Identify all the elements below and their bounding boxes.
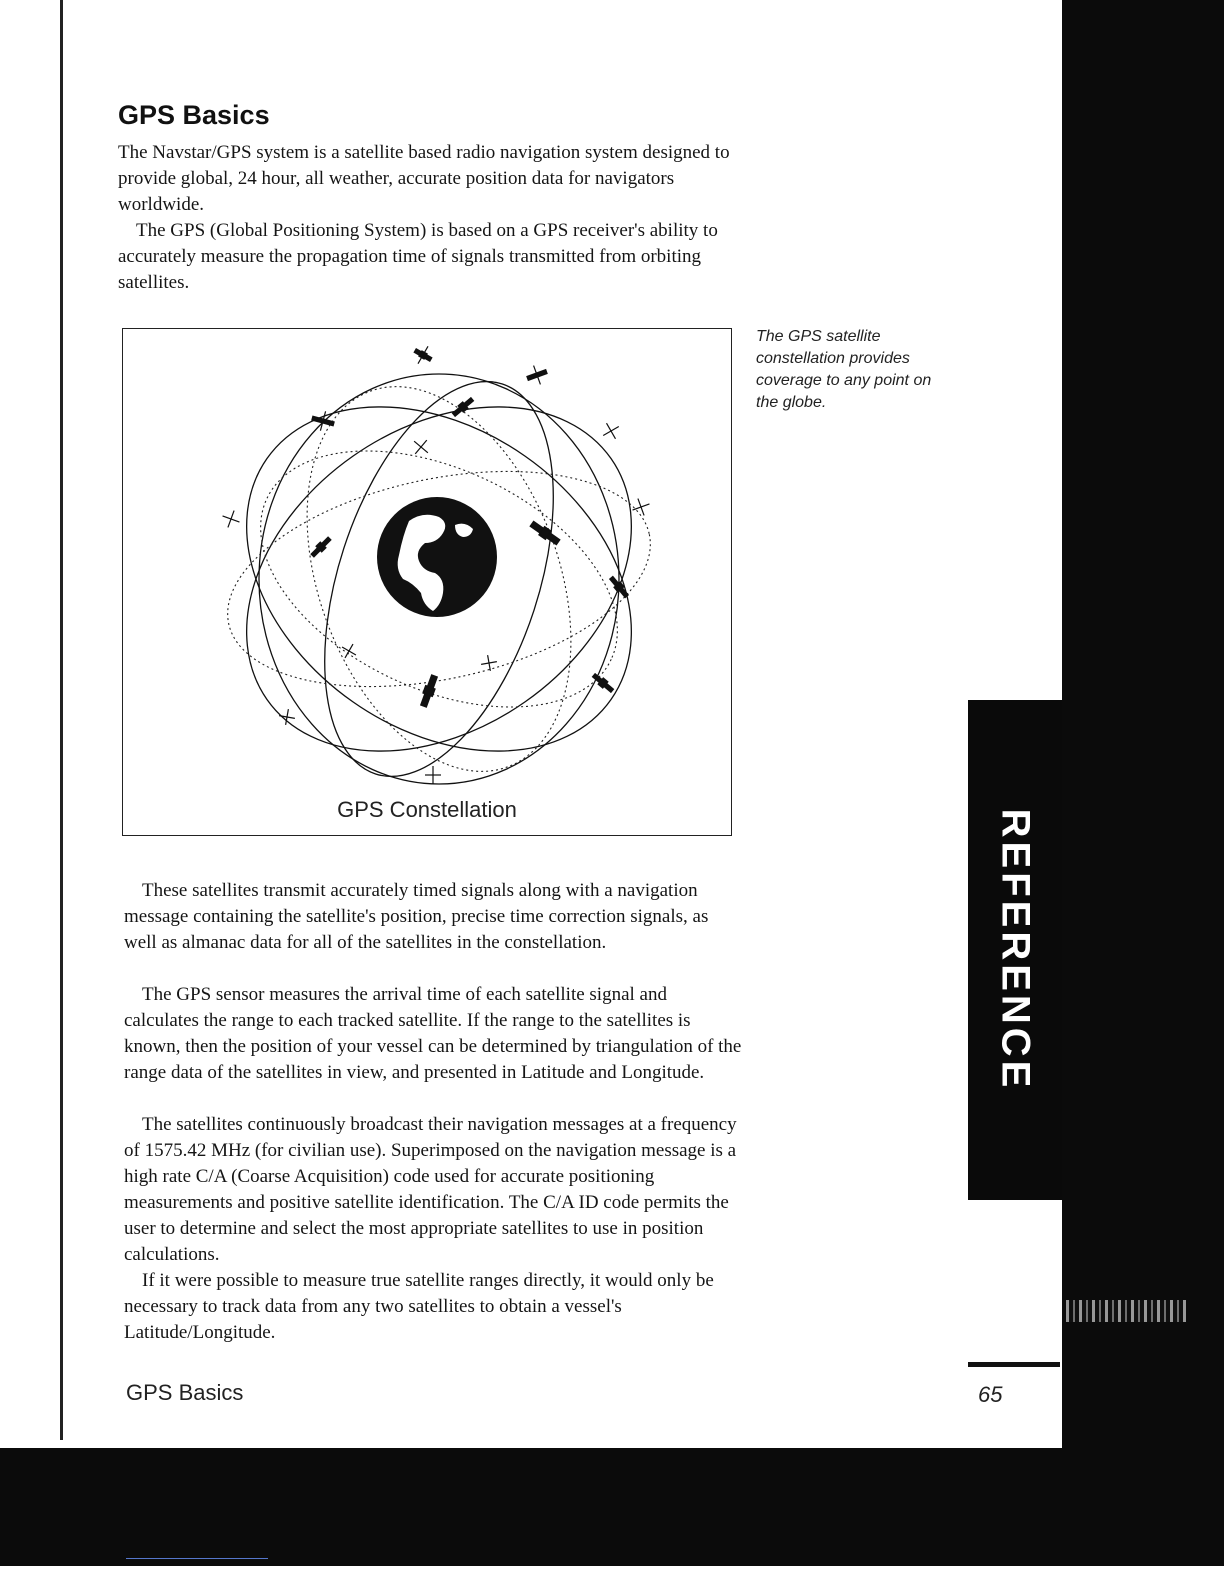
footer-rule: [968, 1362, 1060, 1367]
satellite-icon: [524, 362, 550, 388]
satellite-icon: [219, 507, 242, 530]
scan-shadow-right: [1062, 0, 1224, 1450]
scan-shadow-bottom: [0, 1448, 1224, 1566]
page-number: 65: [978, 1382, 1003, 1407]
body-paragraph-3: The satellites continuously broadcast their navigation messages at a frequency of 1575.42 MHz (for civilian use). Superimposed on the navigation message is a high rate C/A (Coarse Acquisition) code used for accurate positioning measurements and positive satellite identification. The C/A ID code permits the user to determine and select the most appropriate satellites to use in position calculations.: [124, 1114, 737, 1265]
scan-edge-left: [60, 0, 63, 1440]
section-tab: [968, 700, 1062, 1200]
constellation-illustration: [123, 329, 730, 789]
satellite-icon: [310, 536, 333, 559]
intro-paragraph-1: The Navstar/GPS system is a satellite based radio navigation system designed to provide global, 24 hour, all weather, accurate position data for navigators worldwide.: [118, 142, 730, 215]
satellite-icon: [599, 419, 624, 444]
satellite-icon: [419, 674, 439, 707]
satellite-icon: [410, 342, 436, 368]
body-paragraph-2: The GPS sensor measures the arrival time of each satellite signal and calculates the range to each tracked satellite. If the range to the satellites is known, then the position of your vessel can be determined by triangulation of the range data of the satellites in view, and presented in Latitude and Longitude.: [124, 984, 742, 1083]
page-title: GPS Basics: [118, 100, 270, 130]
satellite-icon: [529, 520, 561, 547]
satellite-icon: [310, 408, 336, 433]
intro-paragraph-2: The GPS (Global Positioning System) is based on a GPS receiver's ability to accurately measure the propagation time of signals transmitted from orbiting satellites.: [118, 220, 718, 293]
figure-caption: GPS Constellation: [337, 797, 517, 822]
satellite-icon: [451, 396, 475, 418]
body-paragraph-1: These satellites transmit accurately timed signals along with a navigation message containing the satellite's position, precise time correction signals, as well as almanac data for all of the satellites in the constellation.: [124, 880, 709, 953]
satellite-icon: [425, 766, 441, 784]
body-paragraph-4: If it were possible to measure true satellite ranges directly, it would only be necessary to track data from any two satellites to obtain a vessel's Latitude/Longitude.: [124, 1270, 714, 1343]
satellite-icon: [278, 708, 297, 727]
footer-section-name: GPS Basics: [126, 1380, 244, 1405]
constellation-figure: [122, 328, 732, 836]
scan-noise: [1066, 1300, 1186, 1322]
section-tab-label: REFERENCE: [993, 808, 1038, 1092]
earth-globe-icon: [377, 497, 497, 617]
figure-side-note: The GPS satellite constellation provides coverage to any point on the globe.: [756, 328, 932, 411]
scan-artifact-line: [126, 1558, 268, 1559]
